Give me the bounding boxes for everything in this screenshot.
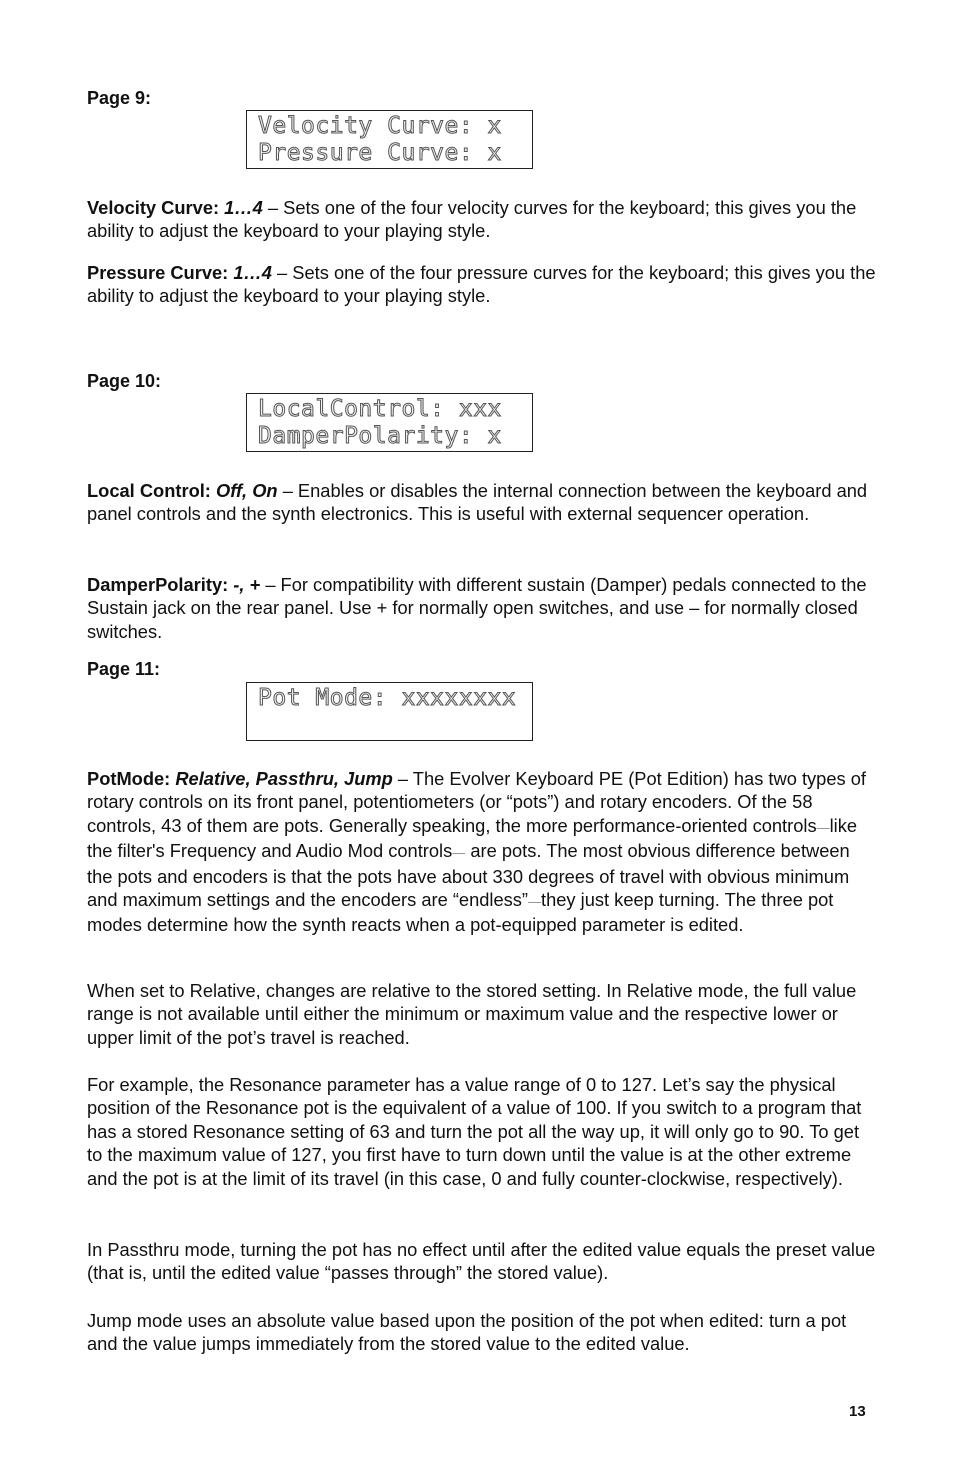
- relative-mode-paragraph: When set to Relative, changes are relative to the stored setting. In Relative mode, the full value range is not available until either the minimum or maximum value and the respective lower or upper limit of the pot’s travel is reached.: [87, 980, 857, 1048]
- pot-mode-text-d: they just keep turning. The three pot modes determine how the synth reacts when a pot-equipped parameter is edited.: [87, 889, 834, 936]
- em-dash-2: —: [452, 845, 466, 861]
- local-control-term: Local Control:: [87, 480, 216, 501]
- velocity-curve-description: [87, 196, 877, 243]
- page-11-label: Page 11:: [87, 659, 161, 679]
- passthru-mode-paragraph: In Passthru mode, turning the pot has no effect until after the edited value equals the preset value (that is, until the edited value “passes through” the stored value).: [87, 1239, 876, 1284]
- page-number: 13: [849, 1403, 866, 1420]
- velocity-curve-text: – Sets one of the four velocity curves for the keyboard; this gives you the ability to adjust the keyboard to your playing style.: [87, 197, 857, 242]
- pressure-curve-term: Pressure Curve:: [87, 262, 234, 283]
- page-10-lcd-display: [246, 393, 533, 452]
- page-9-lcd-display: [246, 110, 533, 169]
- pot-mode-range: Relative, Passthru, Jump: [175, 768, 393, 789]
- resonance-example-paragraph: For example, the Resonance parameter has a value range of 0 to 127. Let’s say the physical position of the Resonance pot is the equivalent of a value of 100. If you switch to a program that has a stored Resonance setting of 63 and turn the pot all the way up, it will only go to 90. To get to the maximum value of 127, you first have to turn down until the value is at the other extreme and the pot is at the limit of its travel (in this case, 0 and fully counter-clockwise, respectively).: [87, 1074, 862, 1189]
- pot-mode-term: PotMode:: [87, 768, 176, 789]
- local-control-description: [87, 479, 877, 526]
- page-9-label: Page 9:: [87, 88, 152, 108]
- local-control-text: – Enables or disables the internal connection between the keyboard and panel controls and the synth electronics. This is useful with external sequencer operation.: [87, 480, 868, 525]
- pot-mode-text-b: like the filter's Frequency and Audio Mod controls: [87, 814, 858, 862]
- pressure-curve-range: 1…4: [233, 262, 272, 283]
- lcd-line-empty: [258, 712, 532, 739]
- page-10-label: Page 10:: [87, 371, 162, 391]
- page-11-lcd-display: [246, 682, 533, 741]
- pressure-curve-text: – Sets one of the four pressure curves for the keyboard; this gives you the ability to adjust the keyboard to your playing style.: [87, 262, 876, 307]
- damper-polarity-description: [87, 573, 877, 643]
- lcd-line-pot-mode: Pot Mode: xxxxxxxx: [258, 685, 517, 711]
- velocity-curve-range: 1…4: [224, 197, 263, 218]
- lcd-line-damper-polarity: DamperPolarity: x: [258, 423, 502, 449]
- lcd-line-local-control: LocalControl: xxx: [258, 396, 502, 422]
- pot-mode-description: [87, 767, 877, 937]
- velocity-curve-term: Velocity Curve:: [87, 197, 225, 218]
- em-dash-3: —: [528, 894, 542, 910]
- damper-polarity-text: – For compatibility with different sustain (Damper) pedals connected to the Sustain jack on the rear panel. Use + for normally open switches, and use – for normally closed switches.: [87, 574, 867, 642]
- lcd-line-velocity-curve: Velocity Curve: x: [258, 113, 502, 139]
- damper-polarity-term: DamperPolarity:: [87, 574, 234, 595]
- lcd-line-pressure-curve: Pressure Curve: x: [258, 140, 502, 166]
- pot-mode-text-a: – The Evolver Keyboard PE (Pot Edition) has two types of rotary controls on its front panel, potentiometers (or “pots”) and rotary encoders. Of the 58 controls, 43 of them are pots. Generally speaking, the more performance-oriented controls: [87, 768, 866, 836]
- jump-mode-paragraph: Jump mode uses an absolute value based upon the position of the pot when edited: turn a pot and the value jumps immediately from the stored value to the edited value.: [87, 1310, 847, 1355]
- em-dash-1: —: [816, 819, 830, 835]
- local-control-range: Off, On: [215, 480, 278, 501]
- pot-mode-text-c: are pots. The most obvious difference between the pots and encoders is that the pots have about 330 degrees of travel with obvious minimum and maximum settings and the encoders are “endless”: [87, 840, 850, 911]
- pressure-curve-description: [87, 261, 877, 308]
- damper-polarity-range: -, +: [233, 574, 261, 595]
